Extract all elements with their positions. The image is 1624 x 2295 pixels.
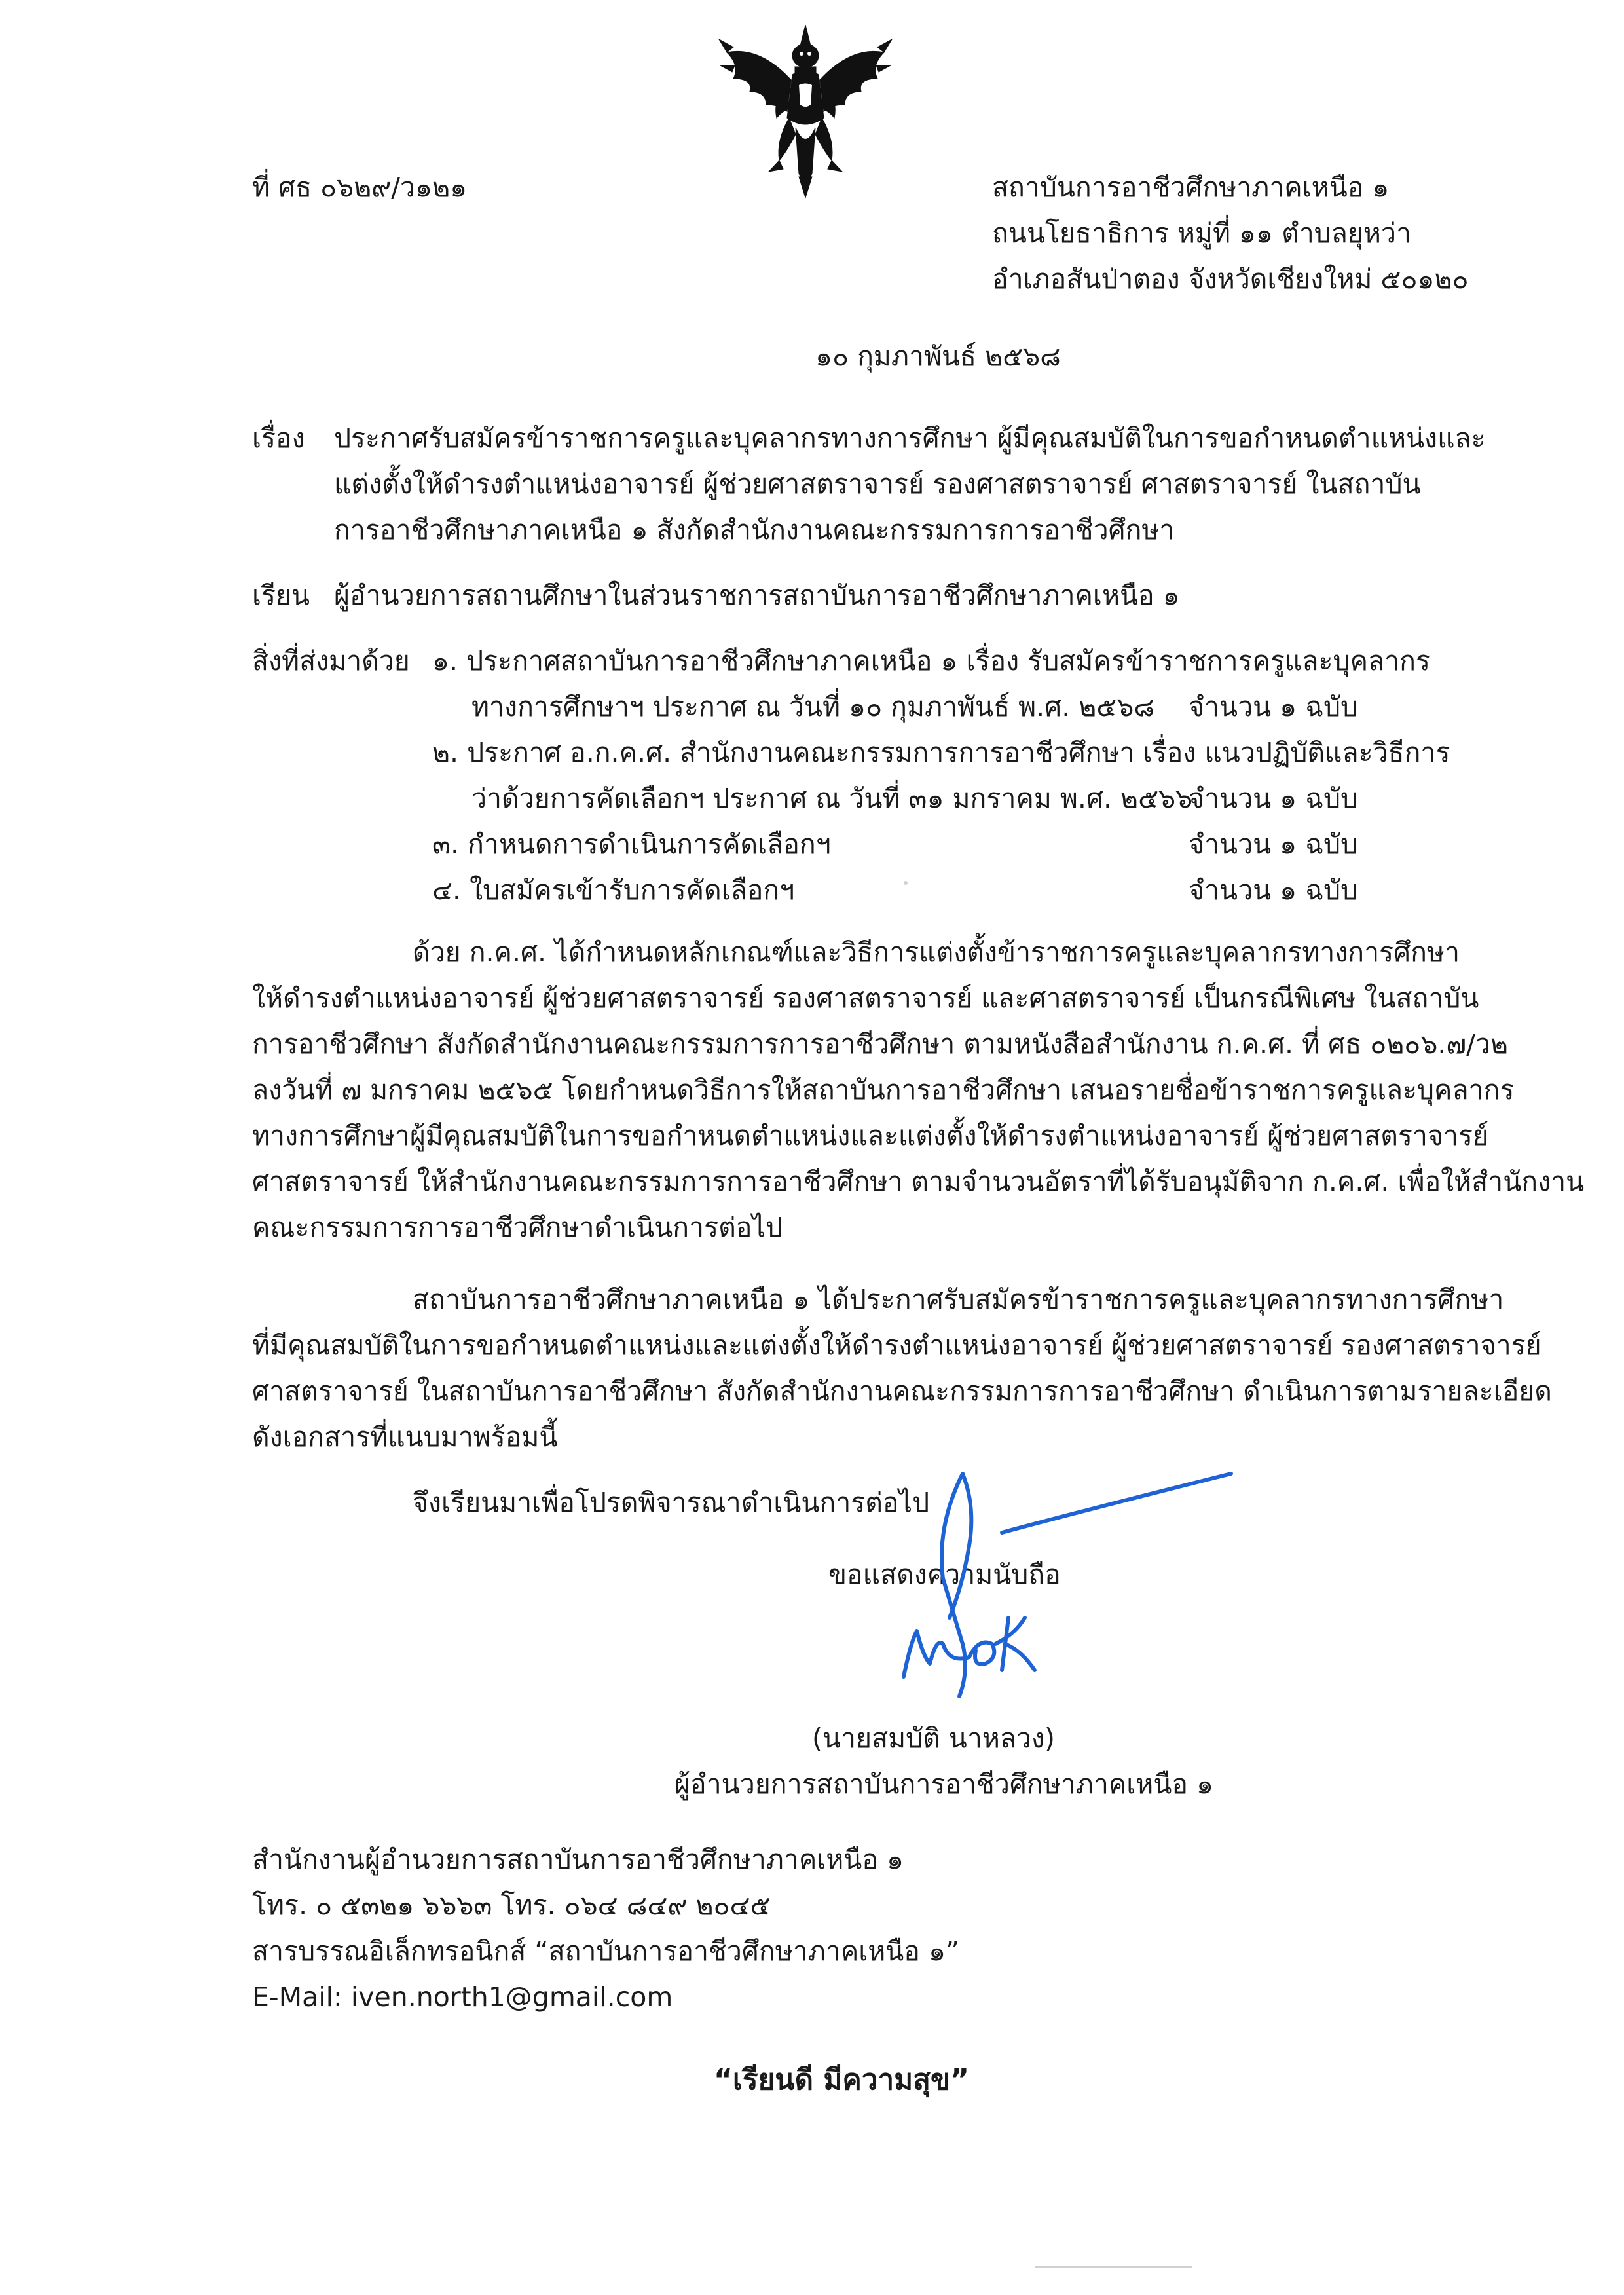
enclosure-quantity: จำนวน ๑ ฉบับ [1189,783,1358,814]
org-address-line: ถนนโยธาธิการ หมู่ที่ ๑๑ ตำบลยุหว่า [992,217,1411,249]
footer-saraban: สารบรรณอิเล็กทรอนิกส์ “สถาบันการอาชีวศึกษาภาคเหนือ ๑” [252,1935,960,1967]
footer-phone: โทร. ๐ ๕๓๒๑ ๖๖๖๓ โทร. ๐๖๔ ๘๔๙ ๒๐๔๕ [252,1890,771,1921]
scan-artifact [1035,2266,1192,2268]
reference-number: ที่ ศธ ๐๖๒๙/ว๑๒๑ [252,172,468,203]
signatory-name: (นายสมบัติ นาหลวง) [812,1723,1056,1754]
body-paragraph-line: ศาสตราจารย์ ในสถาบันการอาชีวศึกษา สังกัดสำนักงานคณะกรรมการการอาชีวศึกษา ดำเนินการตามรายละเอียด [252,1375,1552,1407]
body-paragraph-line: ด้วย ก.ค.ศ. ได้กำหนดหลักเกณฑ์และวิธีการแต่งตั้งข้าราชการครูและบุคลากรทางการศึกษา [413,937,1460,968]
enclosure-item: ทางการศึกษาฯ ประกาศ ณ วันที่ ๑๐ กุมภาพันธ์ พ.ศ. ๒๕๖๘ [471,691,1154,722]
footer-email: E-Mail: iven.north1@gmail.com [252,1981,673,2013]
footer-office: สำนักงานผู้อำนวยการสถาบันการอาชีวศึกษาภาคเหนือ ๑ [252,1844,904,1875]
slogan: “เรียนดี มีความสุข” [714,2063,970,2097]
letter-date: ๑๐ กุมภาพันธ์ ๒๕๖๘ [815,341,1061,372]
org-name-line: สถาบันการอาชีวศึกษาภาคเหนือ ๑ [992,172,1390,203]
subject-line: การอาชีวศึกษาภาคเหนือ ๑ สังกัดสำนักงานคณะกรรมการการอาชีวศึกษา [334,514,1175,546]
regards-text: ขอแสดงความนับถือ [828,1559,1061,1590]
enclosure-label: สิ่งที่ส่งมาด้วย [252,645,410,677]
enclosure-quantity: จำนวน ๑ ฉบับ [1189,874,1358,906]
subject-line: แต่งตั้งให้ดำรงตำแหน่งอาจารย์ ผู้ช่วยศาสตราจารย์ รองศาสตราจารย์ ศาสตราจารย์ ในสถาบัน [334,468,1421,500]
body-paragraph-line: การอาชีวศึกษา สังกัดสำนักงานคณะกรรมการการอาชีวศึกษา ตามหนังสือสำนักงาน ก.ค.ศ. ที่ ศธ ๐๒๐๖.๗/ว๒ [252,1028,1509,1060]
body-paragraph-line: คณะกรรมการการอาชีวศึกษาดำเนินการต่อไป [252,1212,783,1243]
enclosure-quantity: จำนวน ๑ ฉบับ [1189,829,1358,860]
signatory-position: ผู้อำนวยการสถาบันการอาชีวศึกษาภาคเหนือ ๑ [674,1768,1214,1800]
enclosure-quantity: จำนวน ๑ ฉบับ [1189,691,1358,722]
enclosure-item: ๓. กำหนดการดำเนินการคัดเลือกฯ [432,829,831,860]
recipient-text: ผู้อำนวยการสถานศึกษาในส่วนราชการสถาบันการอาชีวศึกษาภาคเหนือ ๑ [334,580,1180,611]
enclosure-item: ๑. ประกาศสถาบันการอาชีวศึกษาภาคเหนือ ๑ เรื่อง รับสมัครข้าราชการครูและบุคลากร [432,645,1430,677]
body-paragraph-line: ศาสตราจารย์ ให้สำนักงานคณะกรรมการการอาชีวศึกษา ตามจำนวนอัตราที่ได้รับอนุมัติจาก ก.ค.ศ. เพื่อให้สำนักงาน [252,1166,1585,1197]
org-address-line: อำเภอสันป่าตอง จังหวัดเชียงใหม่ ๕๐๑๒๐ [992,263,1469,295]
enclosure-item: ว่าด้วยการคัดเลือกฯ ประกาศ ณ วันที่ ๓๑ มกราคม พ.ศ. ๒๕๖๖ [471,783,1193,814]
subject-line: ประกาศรับสมัครข้าราชการครูและบุคลากรทางการศึกษา ผู้มีคุณสมบัติในการขอกำหนดตำแหน่งและ [334,422,1486,454]
body-paragraph-line: ดังเอกสารที่แนบมาพร้อมนี้ [252,1421,558,1453]
recipient-label: เรียน [252,580,310,611]
enclosure-item: ๔. ใบสมัครเข้ารับการคัดเลือกฯ [432,874,795,906]
closing-sentence: จึงเรียนมาเพื่อโปรดพิจารณาดำเนินการต่อไป [413,1487,930,1518]
enclosure-item: ๒. ประกาศ อ.ก.ค.ศ. สำนักงานคณะกรรมการการอาชีวศึกษา เรื่อง แนวปฏิบัติและวิธีการ [432,737,1450,768]
body-paragraph-line: ทางการศึกษาผู้มีคุณสมบัติในการขอกำหนดตำแหน่งและแต่งตั้งให้ดำรงตำแหน่งอาจารย์ ผู้ช่วยศาสตราจารย์ [252,1120,1488,1151]
scan-artifact [904,881,908,885]
subject-label: เรื่อง [252,422,305,454]
body-paragraph-line: ที่มีคุณสมบัติในการขอกำหนดตำแหน่งและแต่งตั้งให้ดำรงตำแหน่งอาจารย์ ผู้ช่วยศาสตราจารย์ รองศาสตราจารย์ [252,1330,1541,1361]
garuda-emblem-icon [714,20,897,203]
body-paragraph-line: สถาบันการอาชีวศึกษาภาคเหนือ ๑ ได้ประกาศรับสมัครข้าราชการครูและบุคลากรทางการศึกษา [413,1284,1504,1315]
body-paragraph-line: ให้ดำรงตำแหน่งอาจารย์ ผู้ช่วยศาสตราจารย์ รองศาสตราจารย์ และศาสตราจารย์ เป็นกรณีพิเศษ ในสถาบัน [252,982,1479,1014]
body-paragraph-line: ลงวันที่ ๗ มกราคม ๒๕๖๕ โดยกำหนดวิธีการให้สถาบันการอาชีวศึกษา เสนอรายชื่อข้าราชการครูและบุคลากร [252,1074,1515,1106]
signature-icon [864,1447,1270,1736]
